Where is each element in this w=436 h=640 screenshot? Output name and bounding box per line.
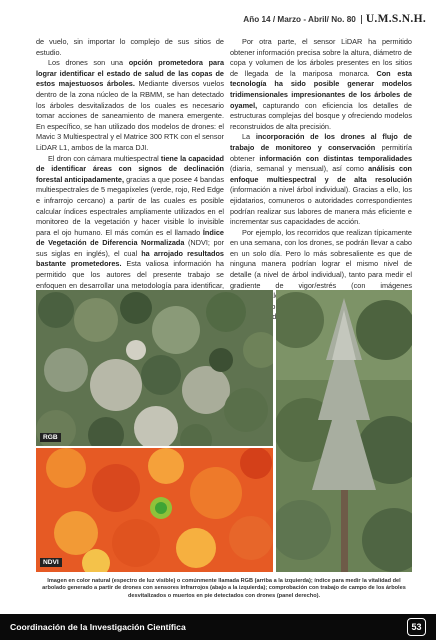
field-verification-photo — [276, 290, 412, 572]
right-paragraph-3: Por ejemplo, los recorridos que realizan típicamente en una semana, con los drones, se podrán llevar a cabo en un solo día. Pero lo más sobresaliente es que de ninguna manera podrían lograr el mismo nivel de detalle (a nivel de árbol individual), tanto para medir el gradiente de vigor/estrés (con imágenes — [230, 227, 412, 290]
left-paragraph-3: El dron con cámara multiespectral tiene la capacidad de identificar áreas con signos de declinación forestal anticipadamente, gracias a que posee 4 bandas multiespectrales de 5 megapíxeles (verde, rojo, Red Edge e infrarrojo cercano) a partir de las cuales es posible calcular índices espectrales ampliamente utilizados en el monitoreo de la vegetación y hacer visible lo invisible para el ojo humano. El más común es el llamado Índice de Vegetación de Diferencia Normalizada (NDVI; por sus siglas en inglés), el cual ha arrojado resultados bastante prometedores. Esta valiosa información ha permitido que los autores del presente trabajo se enfoquen en desarrollar una metodología para identificar, — [36, 153, 224, 290]
page-header — [243, 10, 426, 28]
page-footer — [0, 614, 436, 640]
footer-section-label: Coordinación de la Investigación Científica — [10, 622, 186, 632]
page-number: 53 — [407, 618, 426, 636]
ndvi-label: NDVI — [40, 558, 62, 567]
drone-imagery-figure — [36, 290, 412, 572]
university-label: U.M.S.N.H. — [365, 13, 426, 25]
left-paragraph-2: Los drones son una opción prometedora para lograr identificar el estado de salud de las copas de estos majestuosos árboles. Mediante diversos vuelos dentro de la zona núcleo de la RBMM, se han detectado los árboles desvitalizados de los cuales es necesario tomar acciones de saneamiento de manera emergente. En específico, se han utilizado dos modelos de drones: el Mavic 3 Multiespectral y el Matrice 300 RTK con el sensor LiDAR L1, ambos de la marca DJI. — [36, 58, 224, 152]
right-paragraph-2: La incorporación de los drones al flujo de trabajo de monitoreo y conservación permitiría obtener información con distintas temporalidades (diaria, semanal y mensual), así como análisis con enfoque multiespectral y de alta resolución (información a nivel árbol individual). Gracias a ello, los ejidatarios, comuneros o autoridades correspondientes podrían realizar sus labores de manera más eficiente e incrementar sus capacidades de acción. — [230, 132, 413, 227]
left-paragraph-1: de vuelo, sin importar lo complejo de sus sitios de estudio. — [36, 37, 224, 57]
left-column — [36, 37, 224, 312]
right-column — [230, 37, 412, 323]
issue-label: Año 14 / Marzo - Abril/ No. 80 — [243, 15, 362, 24]
figure-caption: Imagen en color natural (espectro de luz visible) o comúnmente llamada RGB (arriba a la izquierda); índice para medir la vitalidad del arbolado generado a partir de drones con sensores infrarrojos (abajo a la izquierda); comprobación con trabajo de campo de los árboles desvitalizados o muertos en pie detectados con drones (panel derecho). — [42, 578, 406, 599]
ndvi-aerial-image — [36, 448, 273, 572]
rgb-label: RGB — [40, 433, 61, 442]
right-paragraph-1: Por otra parte, el sensor LiDAR ha permitido obtener información precisa sobre la altura, diámetro de copa y volumen de los árboles presentes en los sitios de llegada de la mariposa monarca. Con esta tecnología ha sido posible generar modelos tridimensionales impresionantes de los árboles de oyamel, capturando con eficiencia los detalles de estructuras complejas del bosque y ofreciendo modelos reconstruidos de alta precisión. — [230, 37, 412, 131]
rgb-aerial-image — [36, 290, 273, 446]
